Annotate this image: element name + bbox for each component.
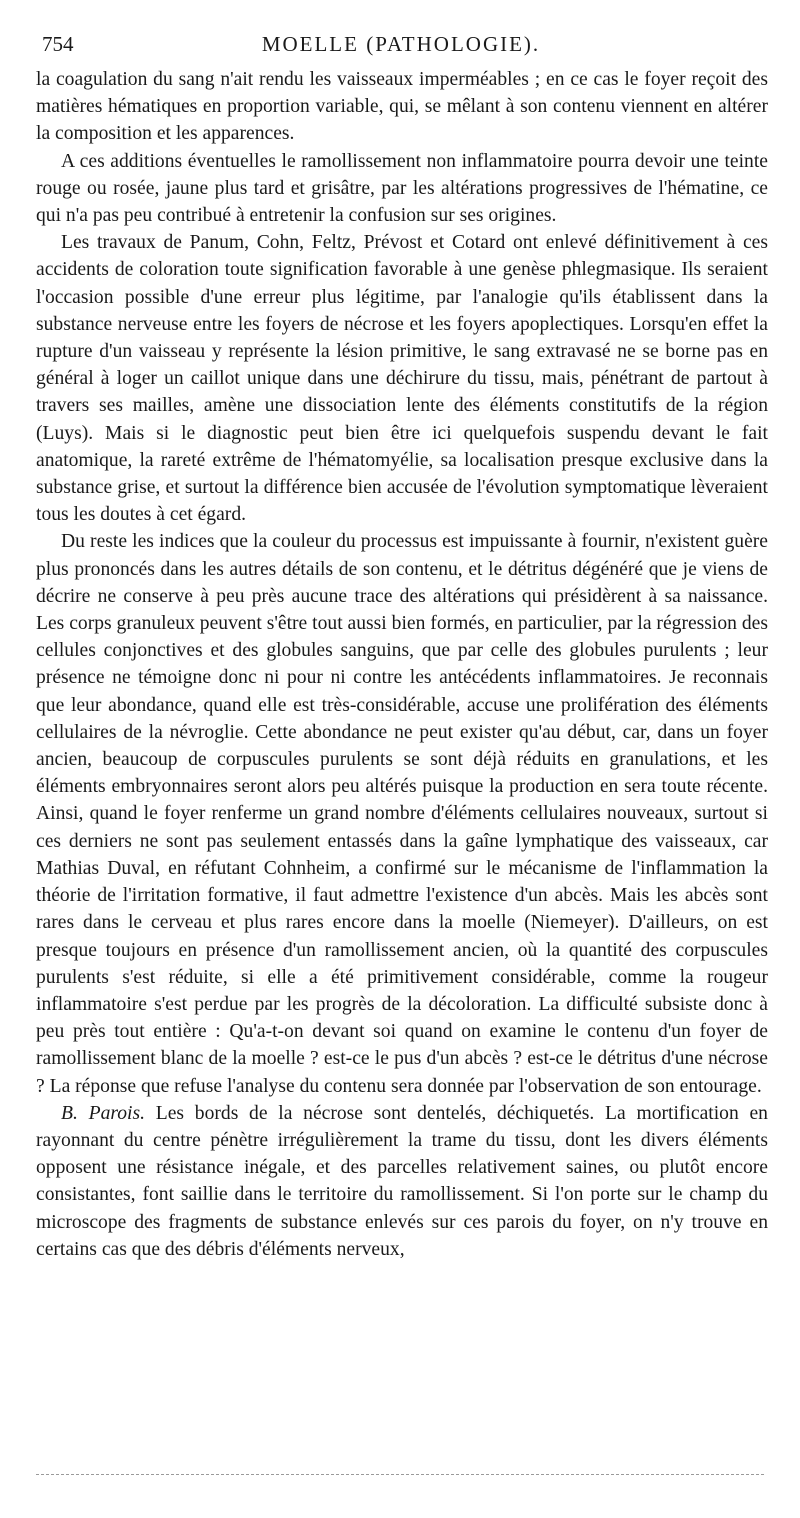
section-label-parois: B. Parois. bbox=[61, 1102, 146, 1124]
paragraph-coloration: A ces additions éventuelles le ramollissement non inflammatoire pourra devoir une teinte rouge ou rosée, jaune plus tard et grisâtre, par les altérations progressives de l'hématine, ce qui n'a pas peu contribué à entretenir la confusion sur ses origines. bbox=[36, 150, 768, 227]
footer-rule bbox=[36, 1474, 764, 1475]
page-number: 754 bbox=[42, 32, 74, 56]
paragraph-continuation: la coagulation du sang n'ait rendu les vaisseaux imperméables ; en ce cas le foyer reçoit des matières hématiques en proportion variable, qui, se mêlant à son contenu viennent en altérer la composition et les apparences. bbox=[36, 69, 768, 145]
paragraph-travaux: Les travaux de Panum, Cohn, Feltz, Prévost et Cotard ont enlevé définitivement à ces accidents de coloration toute signification favorable à une genèse phlegmasique. Ils seraient l'occasion possible d'une erreur plus légitime, par l'analogie qu'ils établissent dans la substance nerveuse entre les foyers de nécrose et les foyers apoplectiques. Lorsqu'en effet la rupture d'un vaisseau y représente la lésion primitive, le sang extravasé ne se borne pas en général à loger un caillot unique dans une déchirure du tissu, mais, pénétrant de partout à travers ses mailles, amène une dissociation lente des éléments constitutifs de la région (Luys). Mais si le diagnostic peut bien être ici quelquefois suspendu devant le fait anatomique, la rareté extrême de l'hématomyélie, sa localisation presque exclusive dans la substance grise, et surtout la différence bien accusée de l'évolution symptomatique lèveraient tous les doutes à cet égard. bbox=[36, 232, 768, 526]
section-text-parois: Les bords de la nécrose sont dentelés, déchiquetés. La mortification en rayonnant du centre pénètre irrégulièrement la trame du tissu, dont les divers éléments opposent une résistance inégale, et des parcelles relativement saines, ou plutôt encore consistantes, font saillie dans le territoire du ramollissement. Si l'on porte sur le champ du microscope des fragments de substance enlevés sur ces parois du foyer, on n'y trouve en certains cas que des débris d'éléments nerveux, bbox=[36, 1102, 768, 1260]
body-text bbox=[36, 66, 768, 1263]
page-header bbox=[36, 30, 766, 60]
running-title: MOELLE (PATHOLOGIE). bbox=[261, 32, 541, 56]
paragraph-parois bbox=[36, 1100, 768, 1263]
paragraph-indices: Du reste les indices que la couleur du processus est impuissante à fournir, n'existent guère plus prononcés dans les autres détails de son contenu, et le détritus dégénéré que je viens de décrire ne conserve à peu près aucune trace des altérations qui présidèrent à sa naissance. Les corps granuleux peuvent s'être tout aussi bien formés, en particulier, par la régression des cellules conjonctives et des globules sanguins, que par celle des globules purulents ; leur présence ne témoigne donc ni pour ni contre les antécédents inflammatoires. Je reconnais que leur abondance, quand elle est très-considérable, accuse une prolifération des éléments cellulaires de la névroglie. Cette abondance ne peut exister qu'au début, car, dans un foyer ancien, beaucoup de corpuscules purulents se sont déjà réduits en granulations, et les éléments embryonnaires seront alors peu altérés puisque la production en sera toute récente. Ainsi, quand le foyer renferme un grand nombre d'éléments cellulaires nouveaux, surtout si ces derniers ne sont pas seulement entassés dans la gaîne lymphatique des vaisseaux, car Mathias Duval, en réfutant Cohnheim, a confirmé sur le mécanisme de l'inflammation la théorie de l'irritation formative, il faut admettre l'existence d'un abcès. Mais les abcès sont rares dans le cerveau et plus rares encore dans la moelle (Niemeyer). D'ailleurs, on est presque toujours en présence d'un ramollissement ancien, où la quantité des corpuscules purulents s'est réduite, si elle a été primitivement considérable, comme la rougeur inflammatoire s'est perdue par les progrès de la décoloration. La difficulté subsiste donc à peu près tout entière : Qu'a-t-on devant soi quand on examine le contenu d'un foyer de ramollissement blanc de la moelle ? est-ce le pus d'un abcès ? est-ce le détritus d'une nécrose ? La réponse que refuse l'analyse du contenu sera donnée par l'observation de son entourage. bbox=[36, 531, 768, 1097]
